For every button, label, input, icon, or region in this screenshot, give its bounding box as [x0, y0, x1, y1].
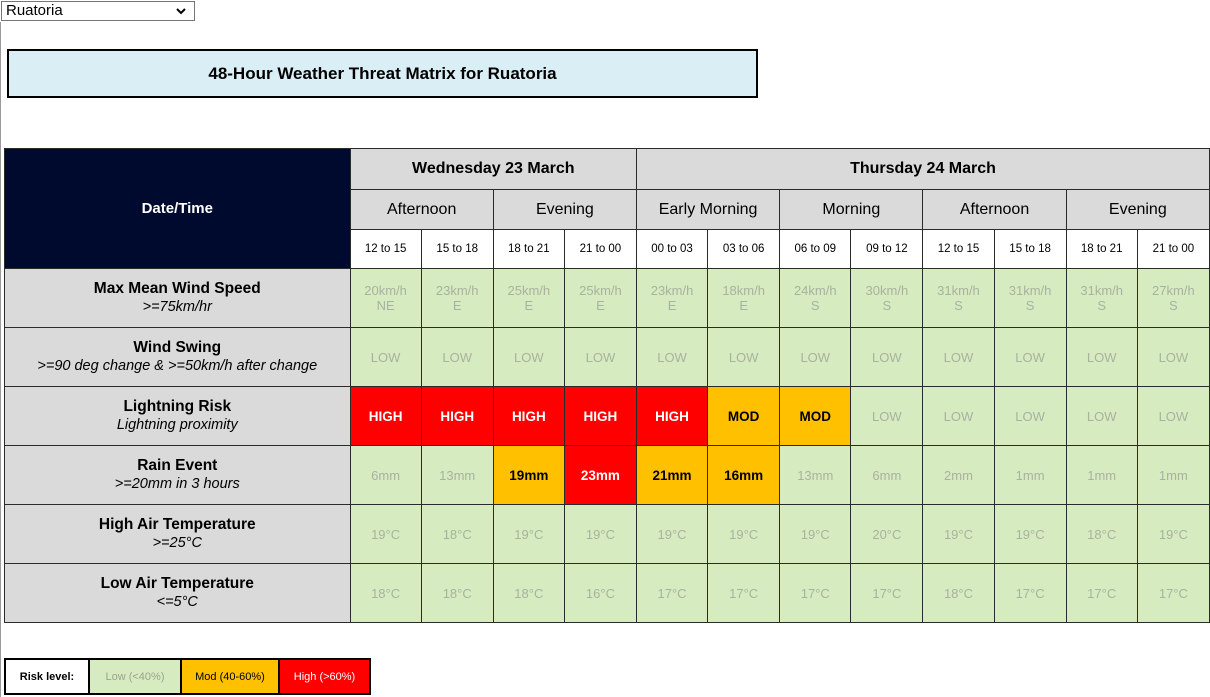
risk-cell-mod — [780, 387, 851, 446]
cell-value: 19°C — [1015, 526, 1045, 542]
risk-cell-low — [1137, 328, 1209, 387]
risk-cell-low — [851, 446, 923, 505]
cell-value: LOW — [872, 408, 902, 424]
risk-cell-low — [994, 446, 1066, 505]
table-row — [5, 505, 1210, 564]
cell-value: 18°C — [1087, 526, 1117, 542]
time-slot-header: 21 to 00 — [564, 230, 636, 269]
cell-value: 23km/h — [650, 283, 694, 298]
risk-cell-low — [493, 328, 564, 387]
legend-low: Low (<40%) — [88, 658, 182, 695]
risk-cell-low — [780, 328, 851, 387]
row-label — [5, 505, 351, 564]
risk-cell-mod — [493, 446, 564, 505]
cell-value: LOW — [943, 349, 974, 365]
cell-value: LOW — [1015, 408, 1045, 424]
cell-value: 19°C — [371, 526, 401, 542]
cell-direction: S — [810, 298, 820, 313]
risk-cell-low — [708, 505, 780, 564]
risk-cell-low — [708, 564, 780, 623]
risk-cell-high — [564, 387, 636, 446]
time-slot-header: 21 to 00 — [1137, 230, 1209, 269]
risk-cell-low — [851, 328, 923, 387]
period-header: Evening — [1066, 190, 1209, 230]
cell-direction: S — [1025, 298, 1035, 313]
cell-value: HIGH — [511, 408, 546, 424]
risk-cell-low — [851, 387, 923, 446]
row-label — [5, 387, 351, 446]
cell-value: 17°C — [729, 585, 759, 601]
cell-value: 25km/h — [579, 283, 622, 298]
date-time-header: Date/Time — [5, 149, 351, 269]
risk-cell-low — [636, 564, 707, 623]
cell-value: 19°C — [585, 526, 615, 542]
cell-value: 24km/h — [793, 283, 837, 298]
cell-value: 31km/h — [1008, 283, 1052, 298]
risk-cell-low — [994, 505, 1066, 564]
chevron-down-icon — [176, 6, 186, 16]
cell-direction: S — [1169, 298, 1178, 313]
time-slot-header: 12 to 15 — [923, 230, 994, 269]
risk-cell-low — [421, 269, 493, 328]
row-label-threshold: >=75km/hr — [142, 299, 212, 315]
cell-value: 20km/h — [364, 283, 407, 298]
cell-value: LOW — [728, 349, 759, 365]
cell-value: HIGH — [655, 408, 689, 424]
risk-cell-low — [780, 269, 851, 328]
risk-cell-low — [564, 269, 636, 328]
legend-high: High (>60%) — [278, 658, 371, 695]
risk-cell-high — [564, 446, 636, 505]
risk-cell-mod — [708, 387, 780, 446]
risk-cell-low — [1066, 387, 1137, 446]
risk-cell-low — [564, 505, 636, 564]
cell-value: 31km/h — [1080, 283, 1124, 298]
risk-cell-low — [636, 328, 707, 387]
cell-value: 19mm — [509, 467, 549, 483]
time-slot-header: 15 to 18 — [994, 230, 1066, 269]
cell-value: 19°C — [800, 526, 830, 542]
risk-cell-low — [421, 564, 493, 623]
time-slot-header: 00 to 03 — [636, 230, 707, 269]
row-label-title: High Air Temperature — [98, 516, 256, 533]
cell-value: 13mm — [797, 467, 834, 483]
row-label-threshold: >=25°C — [152, 535, 202, 551]
risk-cell-low — [994, 564, 1066, 623]
risk-legend — [4, 658, 371, 695]
cell-value: 23mm — [580, 467, 620, 483]
cell-value: 19°C — [943, 526, 973, 542]
risk-cell-low — [923, 505, 994, 564]
risk-cell-high — [421, 387, 493, 446]
risk-cell-low — [350, 564, 421, 623]
row-label — [5, 564, 351, 623]
cell-value: 17°C — [800, 585, 830, 601]
risk-cell-low — [493, 564, 564, 623]
day-header-row — [5, 149, 1210, 190]
cell-value: 18°C — [371, 585, 401, 601]
risk-cell-low — [636, 505, 707, 564]
risk-cell-high — [493, 387, 564, 446]
cell-value: 30km/h — [865, 283, 909, 298]
cell-value: 16mm — [724, 467, 764, 483]
row-label — [5, 269, 351, 328]
cell-value: 27km/h — [1152, 283, 1195, 298]
day-header-wednesday: Wednesday 23 March — [350, 149, 636, 190]
risk-cell-mod — [636, 446, 707, 505]
cell-direction: NE — [376, 298, 395, 313]
risk-cell-low — [780, 505, 851, 564]
row-label-title: Max Mean Wind Speed — [93, 280, 261, 297]
risk-cell-low — [1137, 446, 1209, 505]
risk-cell-low — [493, 505, 564, 564]
risk-cell-low — [851, 564, 923, 623]
cell-value: LOW — [1015, 349, 1045, 365]
cell-direction: E — [739, 298, 748, 313]
time-slot-header: 18 to 21 — [493, 230, 564, 269]
cell-value: 19°C — [514, 526, 544, 542]
risk-cell-low — [421, 505, 493, 564]
risk-cell-low — [994, 328, 1066, 387]
cell-direction: S — [954, 298, 963, 313]
row-label — [5, 328, 351, 387]
cell-value: 31km/h — [937, 283, 980, 298]
cell-value: 19°C — [657, 526, 687, 542]
risk-cell-low — [1066, 269, 1137, 328]
risk-cell-low — [1137, 269, 1209, 328]
table-row — [5, 564, 1210, 623]
cell-value: HIGH — [440, 408, 475, 424]
time-slot-header: 06 to 09 — [780, 230, 851, 269]
legend-label: Risk level: — [4, 658, 90, 695]
cell-value: 1mm — [1015, 467, 1045, 483]
risk-cell-low — [780, 446, 851, 505]
row-label-threshold: >=90 deg change & >=50km/h after change — [37, 358, 318, 374]
cell-value: 17°C — [1158, 585, 1188, 601]
cell-direction: S — [1097, 298, 1107, 313]
cell-value: 2mm — [944, 467, 973, 483]
cell-direction: E — [667, 298, 677, 313]
cell-value: LOW — [370, 349, 401, 365]
cell-value: 18°C — [943, 585, 973, 601]
risk-cell-low — [708, 328, 780, 387]
risk-cell-low — [493, 269, 564, 328]
risk-cell-low — [636, 269, 707, 328]
risk-cell-high — [350, 387, 421, 446]
cell-value: 18°C — [442, 526, 472, 542]
cell-value: 17°C — [657, 585, 687, 601]
cell-value: LOW — [657, 349, 687, 365]
table-row — [5, 387, 1210, 446]
risk-cell-low — [350, 446, 421, 505]
time-slot-header: 03 to 06 — [708, 230, 780, 269]
row-label-title: Low Air Temperature — [100, 575, 254, 592]
cell-value: 6mm — [371, 467, 401, 483]
period-header: Early Morning — [636, 190, 779, 230]
period-header: Evening — [493, 190, 636, 230]
risk-cell-low — [708, 269, 780, 328]
period-header: Afternoon — [923, 190, 1066, 230]
risk-cell-low — [923, 564, 994, 623]
legend-mod: Mod (40-60%) — [180, 658, 280, 695]
row-label-threshold: <=5°C — [156, 594, 198, 610]
cell-value: 1mm — [1087, 467, 1117, 483]
cell-value: 21mm — [652, 467, 692, 483]
cell-value: 25km/h — [507, 283, 551, 298]
cell-value: LOW — [943, 408, 974, 424]
cell-direction: S — [882, 298, 892, 313]
cell-value: 17°C — [1015, 585, 1045, 601]
risk-cell-high — [636, 387, 707, 446]
cell-value: LOW — [585, 349, 616, 365]
cell-value: LOW — [514, 349, 544, 365]
risk-cell-low — [1066, 446, 1137, 505]
risk-cell-mod — [708, 446, 780, 505]
risk-cell-low — [1066, 328, 1137, 387]
row-label-threshold: Lightning proximity — [116, 417, 238, 433]
cell-value: LOW — [1158, 408, 1189, 424]
cell-value: 18km/h — [722, 283, 765, 298]
risk-cell-low — [780, 564, 851, 623]
cell-value: HIGH — [583, 408, 618, 424]
row-label-title: Wind Swing — [133, 339, 222, 356]
location-select-value: Ruatoria — [6, 2, 63, 19]
row-label — [5, 446, 351, 505]
time-slot-header: 18 to 21 — [1066, 230, 1137, 269]
table-row — [5, 269, 1210, 328]
cell-value: 17°C — [872, 585, 902, 601]
cell-value: LOW — [442, 349, 473, 365]
cell-value: LOW — [1086, 349, 1117, 365]
cell-direction: E — [596, 298, 605, 313]
risk-cell-low — [1066, 564, 1137, 623]
location-select[interactable] — [1, 1, 195, 21]
risk-cell-low — [923, 328, 994, 387]
risk-cell-low — [350, 269, 421, 328]
risk-cell-low — [994, 387, 1066, 446]
time-slot-header: 12 to 15 — [350, 230, 421, 269]
period-header: Afternoon — [350, 190, 493, 230]
cell-value: 23km/h — [435, 283, 479, 298]
risk-cell-low — [851, 269, 923, 328]
cell-value: 17°C — [1087, 585, 1117, 601]
risk-cell-low — [1137, 387, 1209, 446]
risk-cell-low — [923, 446, 994, 505]
cell-value: MOD — [799, 408, 831, 424]
risk-cell-low — [923, 269, 994, 328]
cell-value: 20°C — [872, 526, 902, 542]
risk-cell-low — [1137, 505, 1209, 564]
risk-cell-low — [421, 328, 493, 387]
row-label-title: Lightning Risk — [123, 398, 232, 415]
threat-matrix-table — [4, 148, 1210, 623]
page-title: 48-Hour Weather Threat Matrix for Ruatoria — [7, 49, 758, 98]
time-slot-header: 09 to 12 — [851, 230, 923, 269]
risk-cell-low — [350, 328, 421, 387]
cell-direction: E — [452, 298, 462, 313]
day-header-thursday: Thursday 24 March — [636, 149, 1209, 190]
risk-cell-low — [564, 328, 636, 387]
page-left-rule — [0, 22, 1, 697]
risk-cell-low — [350, 505, 421, 564]
time-slot-header: 15 to 18 — [421, 230, 493, 269]
risk-cell-low — [564, 564, 636, 623]
risk-cell-low — [1137, 564, 1209, 623]
risk-cell-low — [421, 446, 493, 505]
cell-value: LOW — [800, 349, 831, 365]
cell-value: 19°C — [729, 526, 759, 542]
table-row — [5, 328, 1210, 387]
cell-value: LOW — [872, 349, 902, 365]
cell-value: 6mm — [872, 467, 902, 483]
cell-value: MOD — [727, 408, 760, 424]
cell-value: 19°C — [1158, 526, 1188, 542]
cell-value: LOW — [1086, 408, 1117, 424]
risk-cell-low — [994, 269, 1066, 328]
cell-direction: E — [524, 298, 534, 313]
period-header: Morning — [780, 190, 923, 230]
risk-cell-low — [923, 387, 994, 446]
cell-value: 13mm — [439, 467, 476, 483]
cell-value: LOW — [1158, 349, 1189, 365]
cell-value: HIGH — [368, 408, 403, 424]
table-row — [5, 446, 1210, 505]
cell-value: 18°C — [514, 585, 544, 601]
risk-cell-low — [1066, 505, 1137, 564]
row-label-title: Rain Event — [137, 457, 218, 474]
risk-cell-low — [851, 505, 923, 564]
cell-value: 16°C — [585, 585, 615, 601]
row-label-threshold: >=20mm in 3 hours — [114, 476, 240, 492]
cell-value: 1mm — [1158, 467, 1188, 483]
cell-value: 18°C — [442, 585, 472, 601]
